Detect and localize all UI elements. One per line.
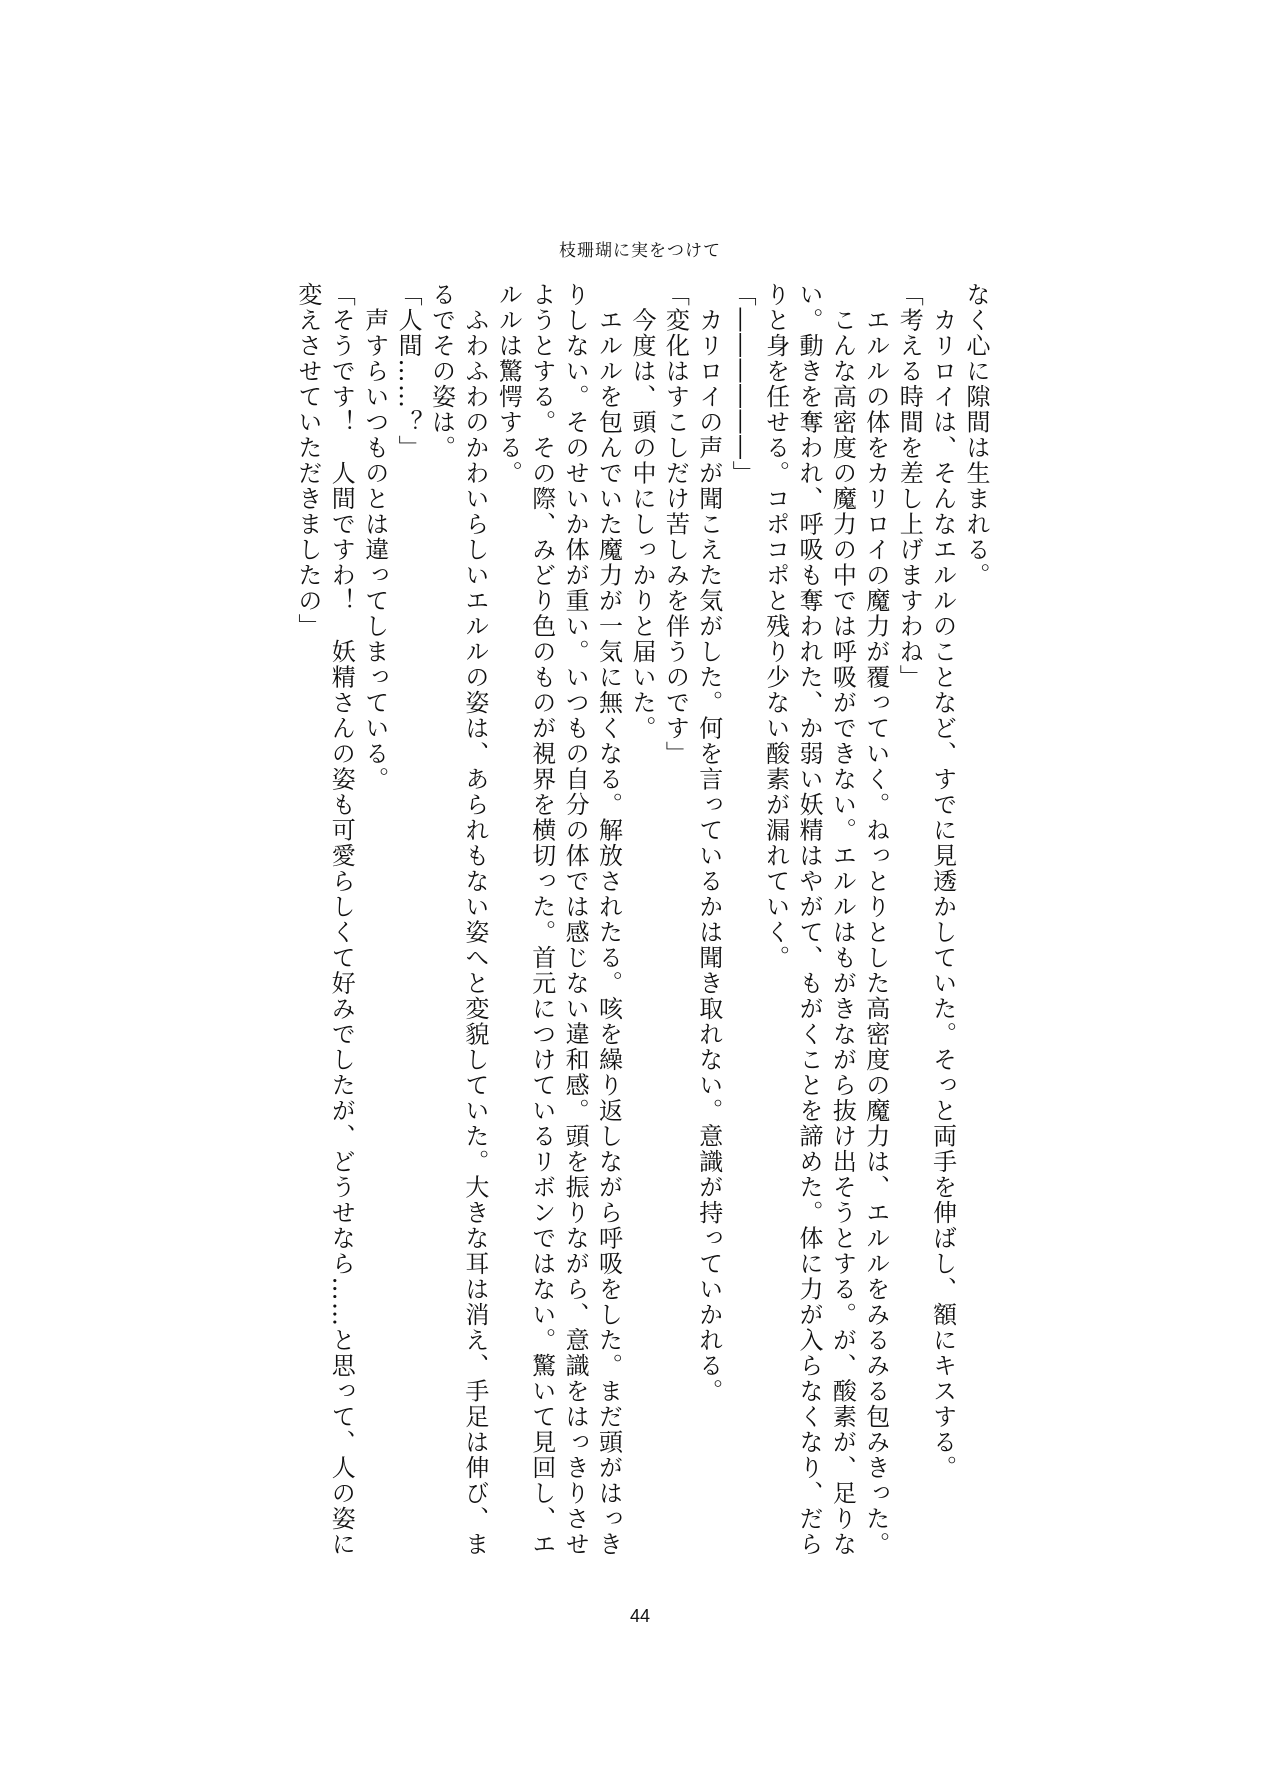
paragraph: 声すらいつものとは違ってしまっている。	[360, 282, 389, 792]
running-header-title: 枝珊瑚に実をつけて	[559, 241, 721, 261]
paragraph: エルルの体をカリロイの魔力が覆っていく。ねっとりとした高密度の魔力は、エルルをみるみる包みきった。	[861, 282, 890, 1557]
paragraph: なく心に隙間は生まれる。	[962, 282, 990, 588]
paragraph: 「変化はすこしだけ苦しみを伴うのです」	[661, 282, 690, 767]
paragraph: 「考える時間を差し上げますわね」	[895, 282, 924, 690]
paragraph: こんな高密度の魔力の中では呼吸ができない。エルルはもがきながら抜け出そうとする。が、酸素が、足りない。動きを奪われ、呼吸も奪われた、か弱い妖精はやがて、もがくことを諦めた。体に力が入らなくなり、だらりと身を任せる。コポコポと残り少ない酸素が漏れていく。	[761, 282, 857, 1557]
paragraph: 「そうです！ 人間ですわ！ 妖精さんの姿も可愛らしくて好みでしたが、どうせなら……と思って、人の姿に変えさせていただきましたの」	[293, 282, 356, 1557]
paragraph: カリロイの声が聞こえた気がした。何を言っているかは聞き取れない。意識が持っていかれる。	[694, 282, 723, 1404]
paragraph: 今度は、頭の中にしっかりと届いた。	[627, 282, 656, 741]
paragraph: ふわふわのかわいらしいエルルの姿は、あられもない姿へと変貌していた。大きな耳は消え、手足は伸び、まるでその姿は。	[427, 282, 489, 1557]
paragraph: 「――――――」	[728, 282, 757, 486]
paragraph: カリロイは、そんなエルルのことなど、すでに見透かしていた。そっと両手を伸ばし、額にキスする。	[928, 282, 957, 1481]
paragraph: 「人間……？」	[394, 282, 423, 461]
body-text	[270, 282, 992, 1572]
page-number: 44	[629, 1606, 651, 1626]
paragraph: エルルを包んでいた魔力が一気に無くなる。解放されたる。咳を繰り返しながら呼吸をした。まだ頭がはっきりしない。そのせいか体が重い。いつもの自分の体では感じない違和感。頭を振りながら、意識をはっきりさせようとする。その際、みどり色のものが視界を横切った。首元につけているリボンではない。驚いて見回し、エルルは驚愕する。	[494, 282, 623, 1557]
